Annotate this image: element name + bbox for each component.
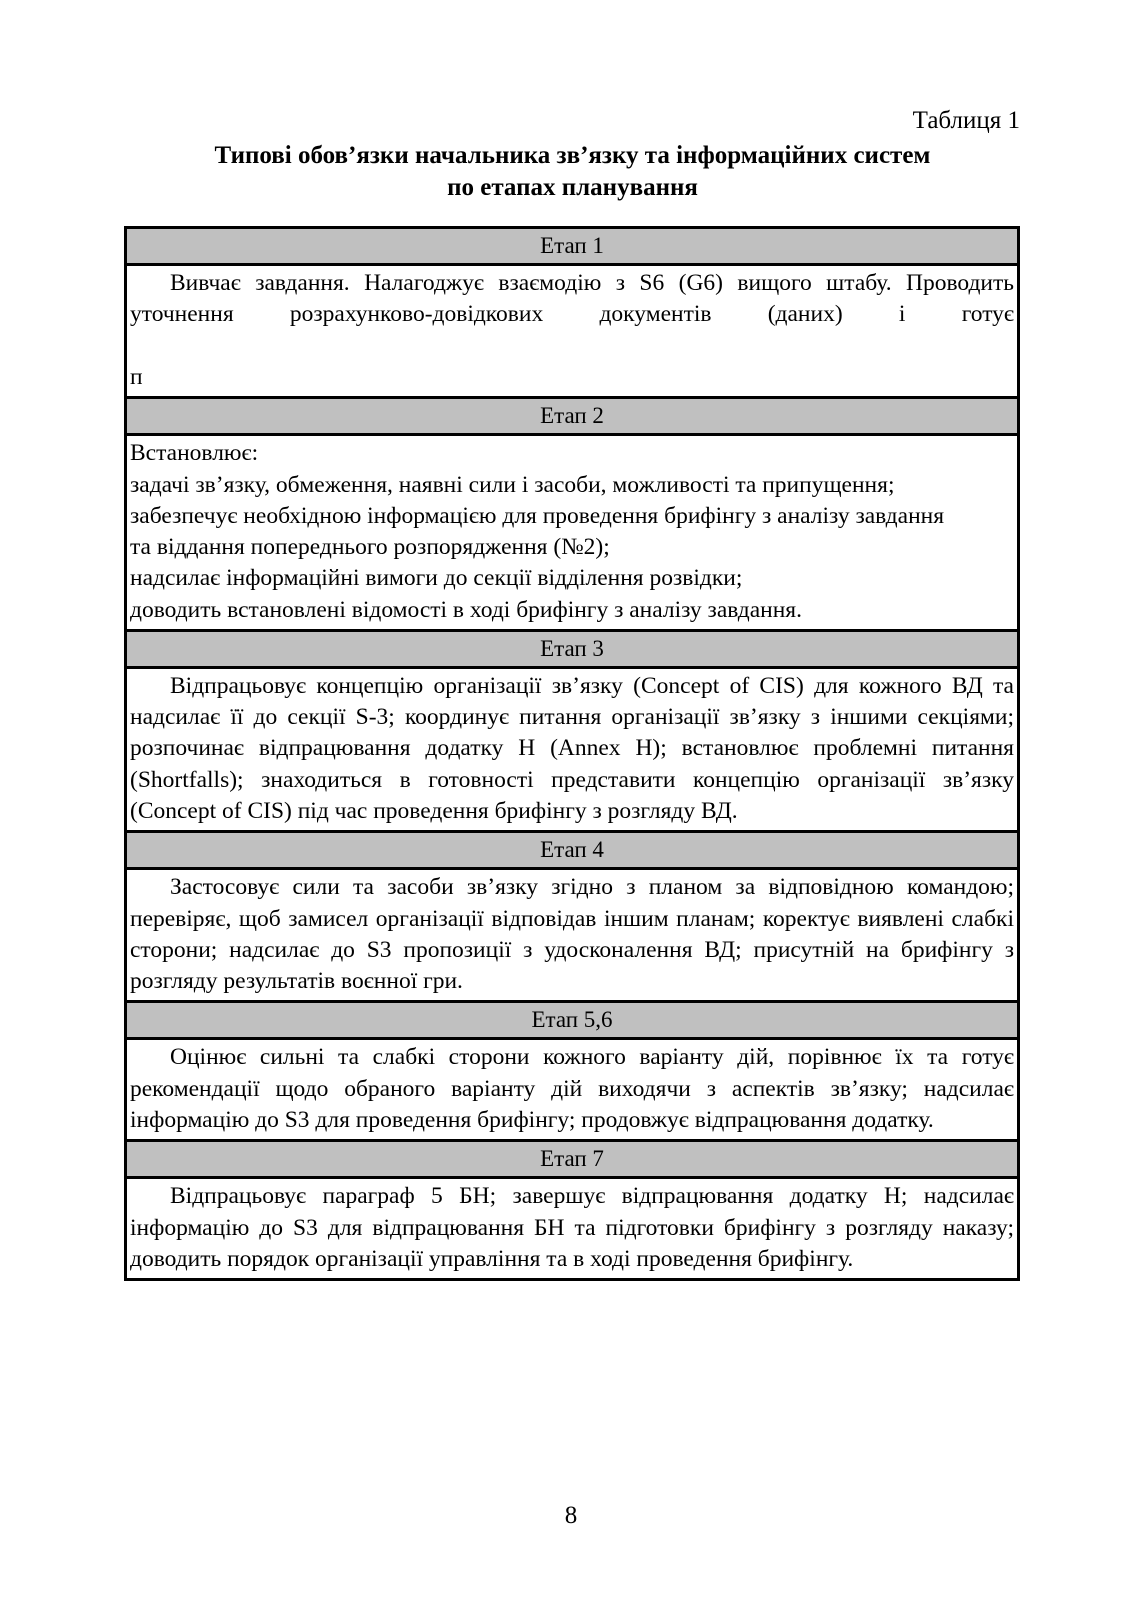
stage-header-cell-2 xyxy=(126,398,1019,435)
list-item: та віддання попереднього розпорядження (№2); xyxy=(130,534,610,560)
stage-header-label: Етап 7 xyxy=(540,1146,604,1172)
table-row xyxy=(126,398,1019,435)
stage-header-label: Етап 2 xyxy=(540,403,604,429)
table-row xyxy=(126,1178,1019,1280)
page-title-line-2: по етапах планування xyxy=(447,174,698,201)
stage-body-paragraph: Вивчає завдання. Налагоджує взаємодію з S6 (G6) вищого штабу. Проводить уточнення розрахунково-довідкових документів (даних) і готує xyxy=(130,270,1014,328)
stage-body-cell-3 xyxy=(126,667,1019,831)
table-row xyxy=(126,869,1019,1002)
stage-header-cell-5 xyxy=(126,1002,1019,1039)
stage-header-label: Етап 4 xyxy=(540,837,604,863)
stage-body-cell-5 xyxy=(126,1039,1019,1141)
table-row xyxy=(126,667,1019,831)
stage-body-intro: Встановлює: xyxy=(130,440,259,467)
stage-body-cell-6 xyxy=(126,1178,1019,1280)
page-title xyxy=(125,140,1020,204)
stage-body-paragraph: Відпрацьовує параграф 5 БН; завершує відпрацювання додатку Н; надсилає інформацію до S3 для відпрацювання БН та підготовки брифінгу з розгляду наказу; доводить порядок організації управління та в ході проведення брифінгу. xyxy=(130,1183,1014,1272)
stage-header-label: Етап 5,6 xyxy=(531,1007,613,1033)
list-item: надсилає інформаційні вимоги до секції відділення розвідки; xyxy=(130,565,743,592)
stage-responsibilities-table xyxy=(124,226,1020,1281)
list-item: забезпечує необхідною інформацією для проведення брифінгу з аналізу завдання xyxy=(130,502,945,529)
table-row xyxy=(126,1039,1019,1141)
stage-body-paragraph: Оцінює сильні та слабкі сторони кожного варіанту дій, порівнює їх та готує рекомендації щодо обраного варіанту дій виходячи з аспектів зв’язку; надсилає інформацію до S3 для проведення брифінгу; продовжує відпрацювання додатку. xyxy=(130,1044,1014,1133)
stage-body-paragraph: Застосовує сили та засоби зв’язку згідно з планом за відповідною командою; перевіряє, щоб замисел організації відповідав іншим планам; коректує виявлені слабкі сторони; надсилає до S3 пропозиції з удосконалення ВД; присутній на брифінгу з розгляду результатів воєнної гри. xyxy=(130,874,1014,994)
table-row xyxy=(126,1002,1019,1039)
stage-body-cell-2 xyxy=(126,435,1019,631)
table-row xyxy=(126,1141,1019,1178)
list-item: задачі зв’язку, обмеження, наявні сили і засоби, можливості та припущення; xyxy=(130,471,895,498)
table-row xyxy=(126,265,1019,398)
list-item: доводить встановлені відомості в ході брифінгу з аналізу завдання. xyxy=(130,596,802,623)
stage-body-cell-1 xyxy=(126,265,1019,398)
table-row xyxy=(126,228,1019,265)
stage-header-cell-3 xyxy=(126,630,1019,667)
page-title-line-1: Типові обов’язки начальника зв’язку та інформаційних систем xyxy=(214,142,931,169)
stage-header-cell-4 xyxy=(126,832,1019,869)
table-row xyxy=(126,630,1019,667)
stage-header-cell-6 xyxy=(126,1141,1019,1178)
table-row xyxy=(126,435,1019,631)
stage-body-tail: п xyxy=(130,363,143,390)
page-number: 8 xyxy=(564,1502,578,1529)
stage-header-cell-1 xyxy=(126,228,1019,265)
stage-body-cell-4 xyxy=(126,869,1019,1002)
stage-header-label: Етап 1 xyxy=(540,233,604,258)
stage-header-label: Етап 3 xyxy=(540,635,604,661)
stage-body-paragraph: Відпрацьовує концепцію організації зв’язку (Concept of CIS) для кожного ВД та надсилає її до секції S-3; координує питання організації зв’язку з іншими секціями; розпочинає відпрацювання додатку Н (Annex H); встановлює проблемні питання (Shortfalls); знаходиться в готовності представити концепцію організації зв’язку (Concept of CIS) під час проведення брифінгу з розгляду ВД. xyxy=(130,672,1014,824)
table-row xyxy=(126,832,1019,869)
table-caption-number: Таблиця 1 xyxy=(912,107,1020,134)
